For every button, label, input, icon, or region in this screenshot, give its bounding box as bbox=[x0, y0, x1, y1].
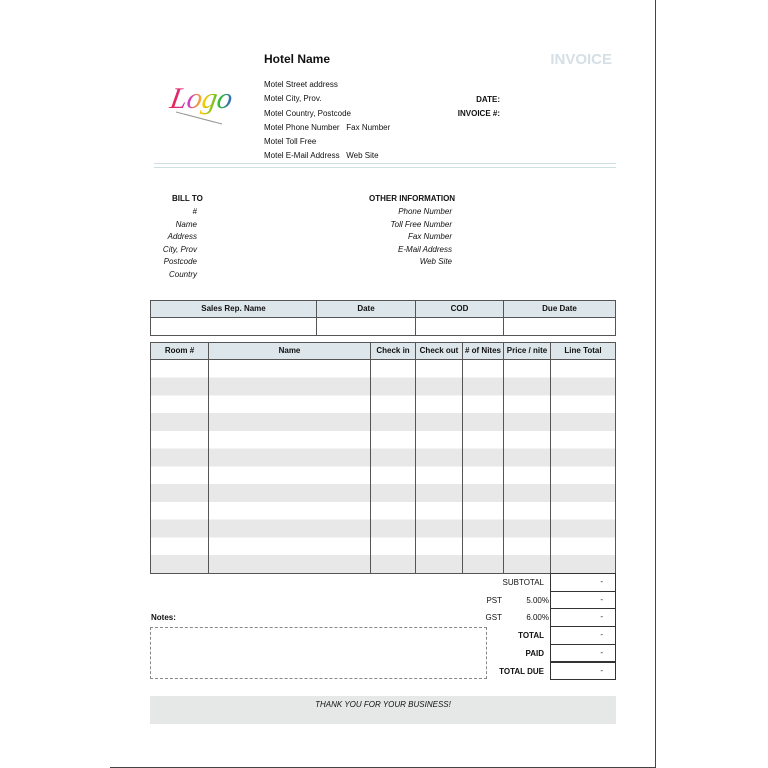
hotel-line: Motel City, Prov. bbox=[264, 94, 322, 104]
date-label: DATE: bbox=[476, 95, 500, 104]
sales-rep-field[interactable] bbox=[150, 317, 317, 336]
col-divider bbox=[462, 359, 463, 574]
other-info-field: Fax Number bbox=[407, 232, 452, 242]
items-body bbox=[151, 360, 615, 573]
items-header-line-total: Line Total bbox=[550, 342, 616, 360]
notes-box[interactable] bbox=[150, 627, 487, 679]
hotel-address-block bbox=[264, 80, 390, 166]
totals-label: TOTAL DUE bbox=[499, 666, 544, 676]
col-divider bbox=[208, 359, 209, 574]
col-divider bbox=[550, 359, 551, 574]
hotel-name: Hotel Name bbox=[264, 52, 331, 66]
totals-label: PAID bbox=[525, 648, 544, 658]
totals-rate: 5.00% bbox=[526, 595, 549, 605]
sales-header-due-date: Due Date bbox=[503, 300, 616, 318]
bill-to-field: Country bbox=[168, 269, 197, 279]
sales-header-rep: Sales Rep. Name bbox=[150, 300, 317, 318]
totals-label: TOTAL bbox=[518, 631, 544, 641]
bill-to-field: Name bbox=[175, 219, 197, 229]
items-header-price: Price / nite bbox=[503, 342, 551, 360]
invoice-number-label: INVOICE #: bbox=[457, 109, 500, 118]
hotel-line: Motel Country, Postcode bbox=[264, 108, 352, 118]
page-right-edge bbox=[655, 0, 656, 768]
other-info-fields bbox=[350, 207, 452, 270]
other-info-field: E-Mail Address bbox=[398, 244, 452, 254]
items-table bbox=[150, 342, 616, 574]
hotel-line: Motel E-Mail Address Web Site bbox=[264, 151, 379, 161]
sales-header-cod: COD bbox=[415, 300, 504, 318]
svg-text:Logo: Logo bbox=[167, 81, 236, 115]
col-divider bbox=[370, 359, 371, 574]
bill-to-field: City, Prov bbox=[162, 244, 197, 254]
footer-message: THANK YOU FOR YOUR BUSINESS! bbox=[315, 700, 451, 709]
header-divider bbox=[154, 163, 616, 168]
totals-label: GST bbox=[485, 613, 502, 623]
bill-to-title: BILL TO bbox=[172, 194, 203, 203]
totals-value: - bbox=[550, 573, 616, 592]
bill-to-field: # bbox=[192, 207, 197, 216]
bill-to-field: Postcode bbox=[163, 257, 197, 267]
logo bbox=[167, 68, 236, 128]
items-header-check-out: Check out bbox=[415, 342, 463, 360]
totals-value: - bbox=[550, 608, 616, 627]
notes-label: Notes: bbox=[151, 613, 176, 622]
other-info-field: Toll Free Number bbox=[390, 219, 452, 229]
items-header-check-in: Check in bbox=[370, 342, 416, 360]
totals-value: - bbox=[550, 662, 616, 681]
hotel-line: Motel Toll Free bbox=[264, 137, 317, 147]
totals-label: PST bbox=[486, 595, 502, 605]
totals-value: - bbox=[550, 591, 616, 610]
items-header-room: Room # bbox=[150, 342, 209, 360]
hotel-line: Motel Phone Number Fax Number bbox=[264, 122, 391, 132]
items-header-nites: # of Nites bbox=[462, 342, 504, 360]
col-divider bbox=[415, 359, 416, 574]
bill-to-field: Address bbox=[167, 232, 197, 242]
items-header-name: Name bbox=[208, 342, 371, 360]
bill-to-fields bbox=[140, 207, 197, 283]
sales-header-date: Date bbox=[316, 300, 416, 318]
totals-value: - bbox=[550, 644, 616, 663]
totals-rate: 6.00% bbox=[526, 613, 549, 623]
hotel-line: Motel Street address bbox=[264, 80, 338, 89]
sales-cod-field[interactable] bbox=[415, 317, 504, 336]
totals-value: - bbox=[550, 626, 616, 645]
col-divider bbox=[503, 359, 504, 574]
invoice-title: INVOICE bbox=[550, 51, 612, 68]
sales-date-field[interactable] bbox=[316, 317, 416, 336]
other-info-field: Phone Number bbox=[398, 207, 452, 216]
totals-label: SUBTOTAL bbox=[502, 578, 544, 587]
other-info-title: OTHER INFORMATION bbox=[369, 194, 456, 203]
other-info-field: Web Site bbox=[419, 257, 452, 267]
sales-due-date-field[interactable] bbox=[503, 317, 616, 336]
